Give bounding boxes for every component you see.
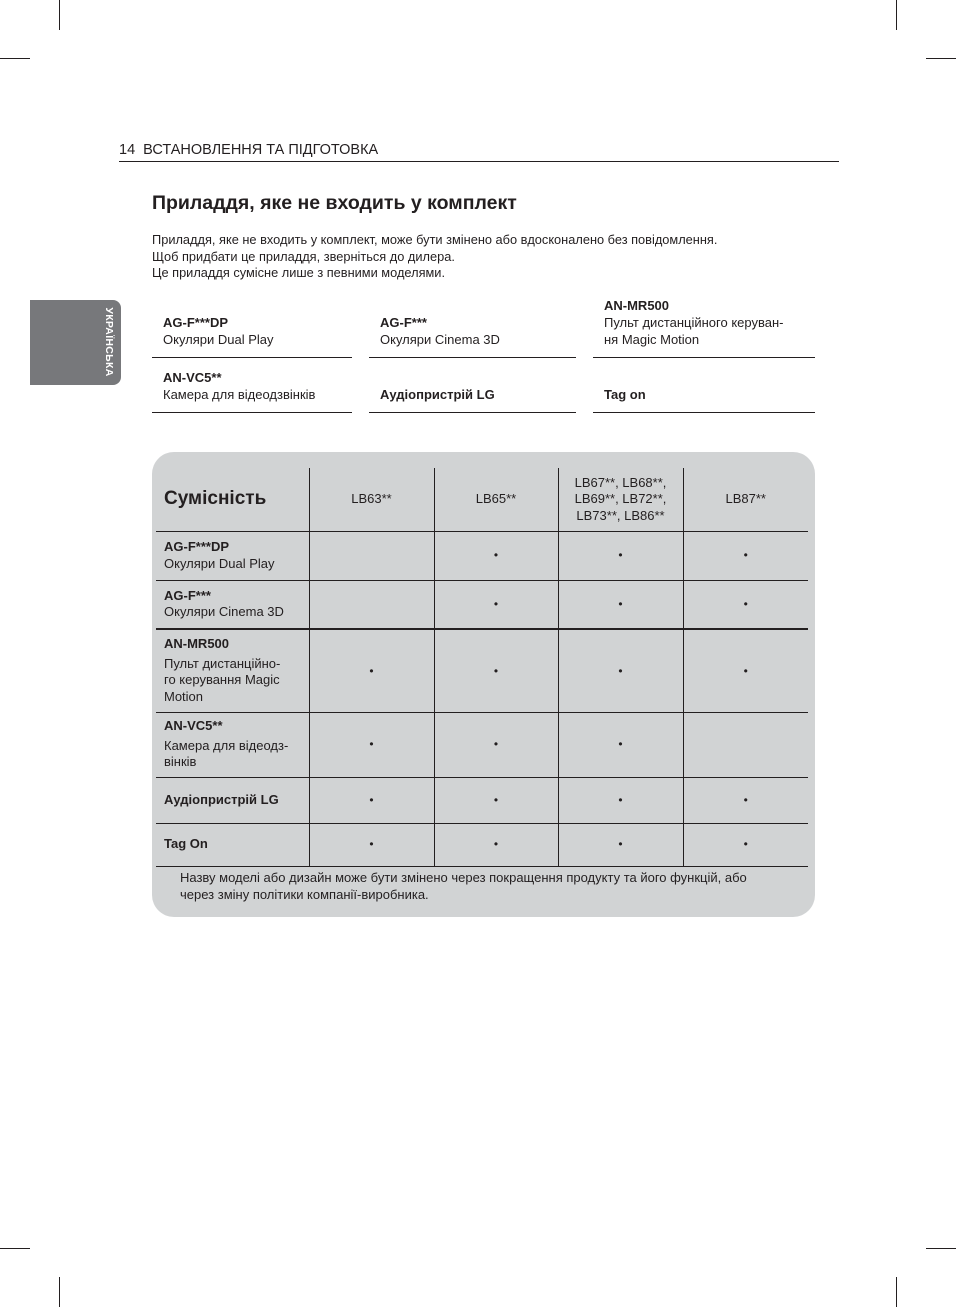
crop-mark bbox=[896, 0, 897, 30]
note-line: Назву моделі або дизайн може бути змінено через покращення продукту та його функцій, або bbox=[180, 870, 747, 885]
accessory-code: Tag on bbox=[604, 387, 646, 402]
accessory-code: AG-F*** bbox=[380, 315, 427, 330]
accessory-name: Пульт дистанційного керуван- bbox=[604, 315, 784, 330]
table-header-row bbox=[156, 468, 808, 531]
compat-dot: • bbox=[558, 629, 683, 712]
language-tab bbox=[30, 300, 121, 385]
accessory-code: AG-F*** bbox=[164, 587, 211, 603]
compat-dot: • bbox=[558, 823, 683, 866]
accessory-cell bbox=[156, 777, 309, 823]
compatibility-panel bbox=[152, 452, 815, 917]
accessory-code: AN-MR500 bbox=[164, 636, 230, 652]
accessory-item bbox=[369, 358, 576, 413]
accessory-name: Окуляри Dual Play bbox=[163, 332, 274, 347]
crop-mark bbox=[59, 1277, 60, 1307]
accessory-item bbox=[369, 300, 576, 358]
model-header: LB65** bbox=[434, 468, 558, 531]
accessory-cell bbox=[156, 629, 309, 712]
accessory-name: ня Magic Motion bbox=[604, 332, 700, 347]
language-tab-label: УКРАЇНСЬКА bbox=[103, 307, 115, 377]
accessory-code: AG-F***DP bbox=[164, 539, 230, 554]
compat-dot: • bbox=[309, 629, 434, 712]
accessory-item bbox=[593, 358, 815, 413]
page-header bbox=[119, 141, 839, 162]
accessory-code: AN-VC5** bbox=[164, 718, 223, 734]
accessory-name: Камера для відеодз- bbox=[164, 737, 289, 753]
compat-cell bbox=[683, 712, 808, 777]
accessory-name: Motion bbox=[164, 688, 204, 704]
model-header-line: LB67**, LB68**, bbox=[574, 474, 667, 490]
accessory-item bbox=[593, 290, 815, 358]
table-row bbox=[156, 629, 808, 712]
model-header: LB63** bbox=[309, 468, 434, 531]
model-header bbox=[558, 468, 683, 531]
compat-dot: • bbox=[683, 629, 808, 712]
compat-dot: • bbox=[434, 531, 558, 580]
page-number: 14 bbox=[119, 142, 136, 158]
compat-dot: • bbox=[683, 823, 808, 866]
accessory-name: Окуляри Cinema 3D bbox=[380, 332, 500, 347]
compat-cell bbox=[309, 580, 434, 629]
accessory-code: Аудіопристрій LG bbox=[164, 791, 279, 807]
section-title: ВСТАНОВЛЕННЯ ТА ПІДГОТОВКА bbox=[143, 142, 379, 158]
crop-mark bbox=[926, 58, 956, 59]
accessory-code: AN-MR500 bbox=[604, 298, 670, 313]
accessory-name: Пульт дистанційно- bbox=[164, 655, 281, 671]
crop-mark bbox=[926, 1248, 956, 1249]
compat-dot: • bbox=[558, 580, 683, 629]
compat-dot: • bbox=[558, 712, 683, 777]
intro-line: Це приладдя сумісне лише з певними моделями. bbox=[152, 265, 445, 280]
accessory-item bbox=[152, 300, 352, 358]
accessory-name: Окуляри Dual Play bbox=[164, 555, 275, 571]
accessory-code: AN-VC5** bbox=[163, 370, 222, 385]
page-title: Приладдя, яке не входить у комплект bbox=[152, 192, 517, 214]
model-header-line: LB73**, LB86** bbox=[576, 507, 665, 523]
compat-dot: • bbox=[434, 712, 558, 777]
crop-mark bbox=[59, 0, 60, 30]
compatibility-table bbox=[156, 468, 808, 867]
accessory-cell bbox=[156, 823, 309, 866]
accessory-cell bbox=[156, 531, 309, 580]
accessory-name: Окуляри Cinema 3D bbox=[164, 604, 284, 620]
compat-cell bbox=[309, 531, 434, 580]
note-line: через зміну політики компанії-виробника. bbox=[180, 887, 429, 902]
compat-dot: • bbox=[683, 777, 808, 823]
compatibility-title: Сумісність bbox=[156, 468, 309, 531]
model-header: LB87** bbox=[683, 468, 808, 531]
accessory-code: Tag On bbox=[164, 836, 208, 852]
accessory-code: AG-F***DP bbox=[163, 315, 229, 330]
compat-dot: • bbox=[558, 531, 683, 580]
crop-mark bbox=[0, 1248, 30, 1249]
compat-dot: • bbox=[434, 777, 558, 823]
accessory-code: Аудіопристрій LG bbox=[380, 387, 495, 402]
table-row bbox=[156, 712, 808, 777]
table-row bbox=[156, 531, 808, 580]
compat-dot: • bbox=[309, 712, 434, 777]
compat-dot: • bbox=[309, 823, 434, 866]
table-row bbox=[156, 580, 808, 629]
compat-dot: • bbox=[683, 531, 808, 580]
accessory-cell bbox=[156, 712, 309, 777]
accessory-name: Камера для відеодзвінків bbox=[163, 387, 316, 402]
intro-text bbox=[152, 232, 717, 282]
crop-mark bbox=[0, 58, 30, 59]
compat-dot: • bbox=[683, 580, 808, 629]
compat-dot: • bbox=[434, 823, 558, 866]
accessory-cell bbox=[156, 580, 309, 629]
accessory-name: вінків bbox=[164, 754, 197, 770]
crop-mark bbox=[896, 1277, 897, 1307]
table-row bbox=[156, 777, 808, 823]
table-row bbox=[156, 823, 808, 866]
model-header-line: LB69**, LB72**, bbox=[574, 491, 667, 506]
accessory-name: го керування Magic bbox=[164, 672, 280, 688]
accessory-item bbox=[152, 358, 352, 413]
compatibility-note bbox=[180, 869, 805, 903]
compat-dot: • bbox=[434, 580, 558, 629]
compat-dot: • bbox=[309, 777, 434, 823]
compat-dot: • bbox=[434, 629, 558, 712]
intro-line: Щоб придбати це приладдя, зверніться до дилера. bbox=[152, 248, 455, 264]
compat-dot: • bbox=[558, 777, 683, 823]
intro-line: Приладдя, яке не входить у комплект, може бути змінено або вдосконалено без повідомлення. bbox=[152, 232, 718, 247]
